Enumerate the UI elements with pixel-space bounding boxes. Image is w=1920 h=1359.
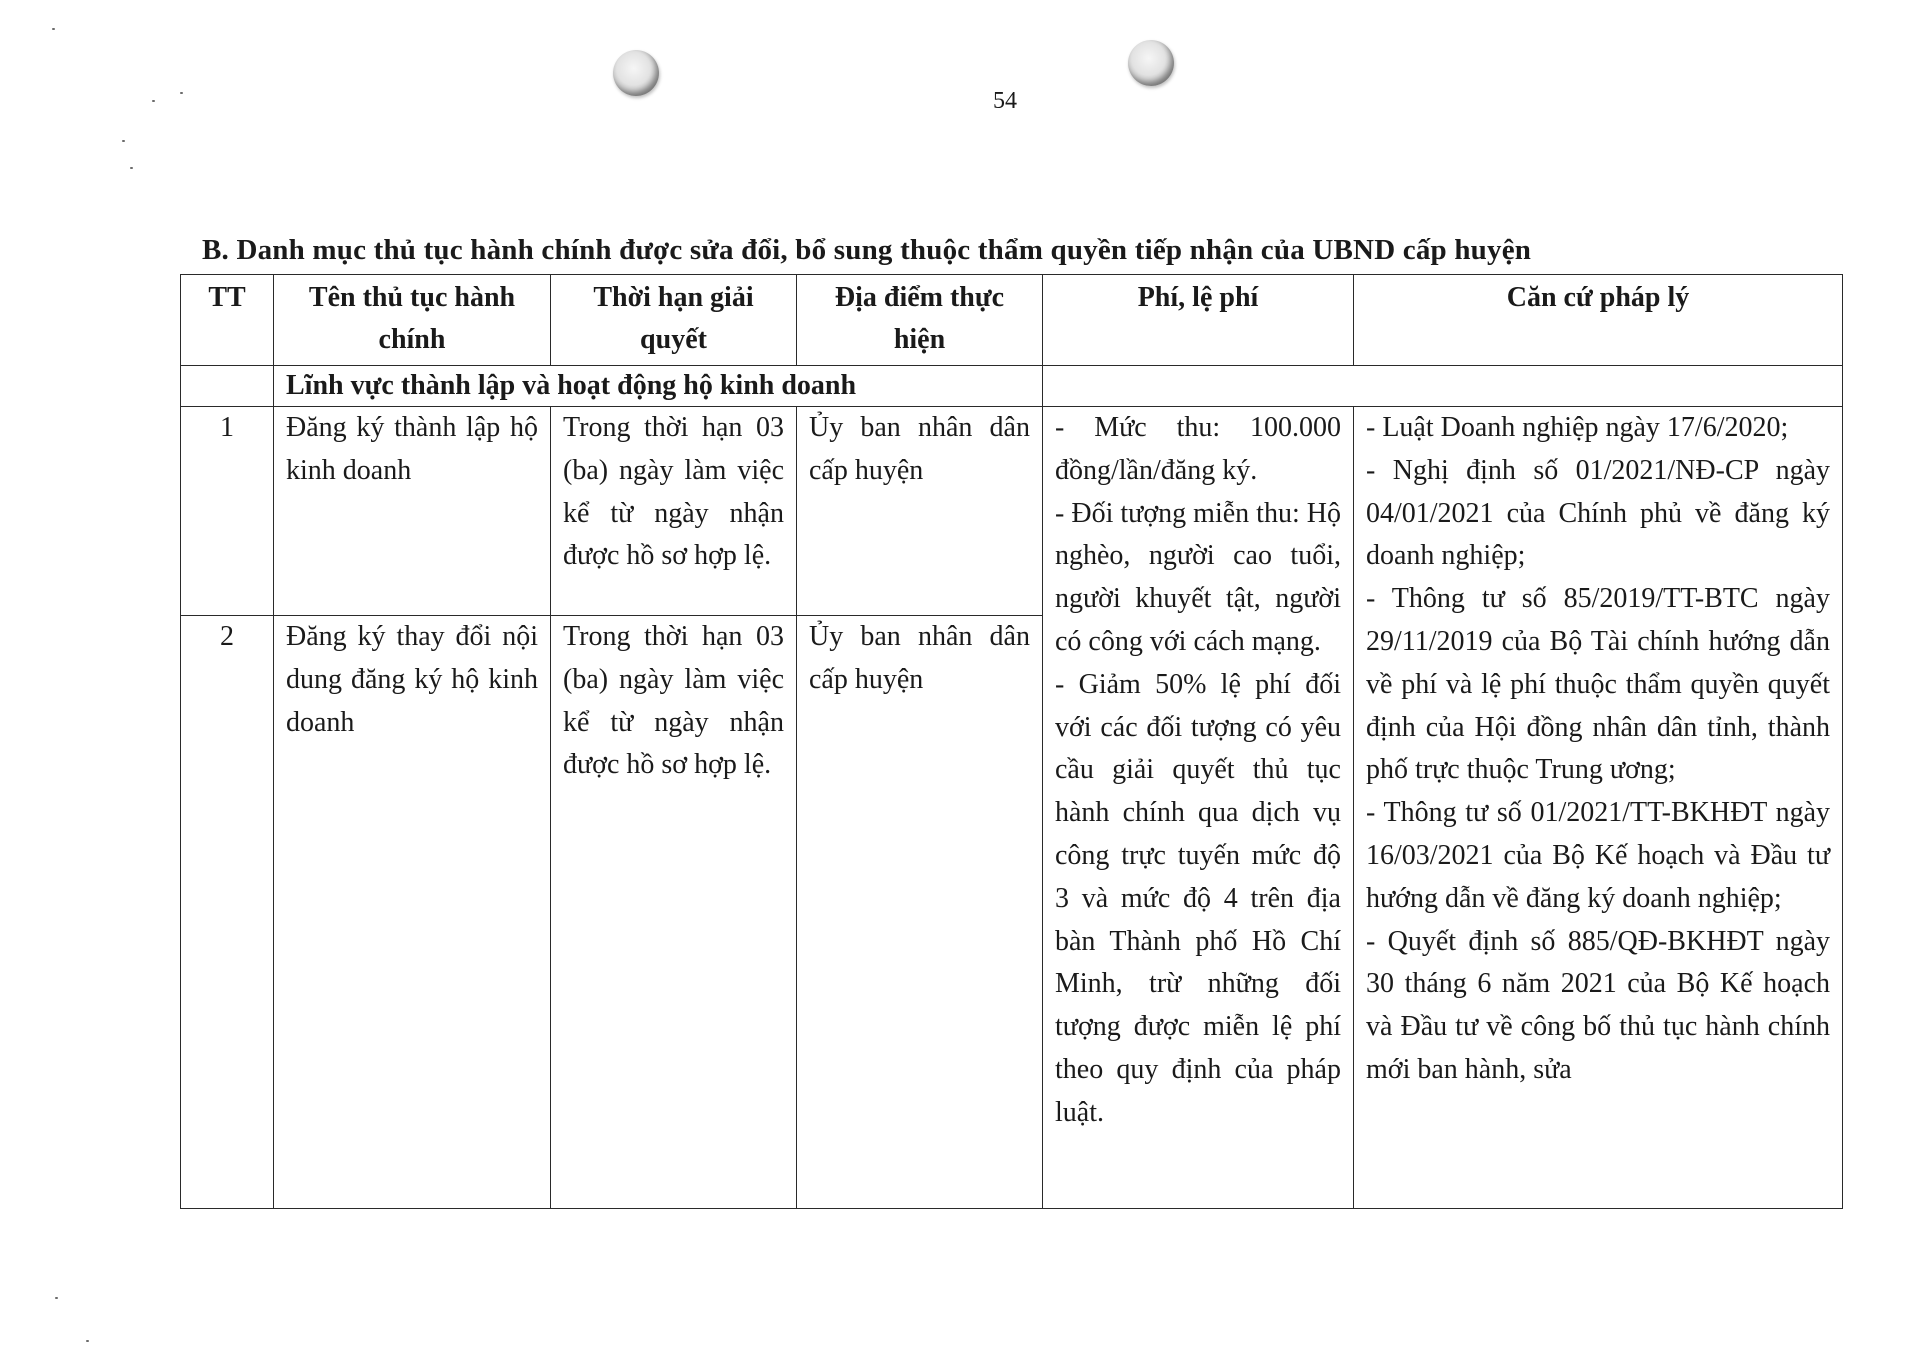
field-row-blank [1043, 366, 1843, 407]
legal-line: - Thông tư số 85/2019/TT-BTC ngày 29/11/2019 của Bộ Tài chính hướng dẫn về phí và lệ phí thuộc thẩm quyền quyết định của Hội đồng nhân dân tỉnh, thành phố trực thuộc Trung ương; [1366, 583, 1830, 786]
page-number: 54 [993, 88, 1017, 114]
header-procedure-name: Tên thủ tục hành chính [274, 275, 551, 366]
header-tt: TT [181, 275, 274, 366]
punch-hole-right-icon [1128, 40, 1174, 86]
scan-speck [86, 1340, 89, 1342]
scan-speck [130, 167, 133, 169]
field-row-empty-cell [181, 366, 274, 407]
procedure-name: Đăng ký thay đổi nội dung đăng ký hộ kinh doanh [274, 616, 551, 1209]
header-duration: Thời hạn giải quyết [551, 275, 797, 366]
fee-cell [1043, 407, 1354, 1209]
legal-line: - Thông tư số 01/2021/TT-BKHĐT ngày 16/03/2021 của Bộ Kế hoạch và Đầu tư hướng dẫn về đăng ký doanh nghiệp; [1366, 797, 1830, 914]
legal-line: - Nghị định số 01/2021/NĐ-CP ngày 04/01/2021 của Chính phủ về đăng ký doanh nghiệp; [1366, 454, 1830, 572]
legal-basis-cell [1354, 407, 1843, 1209]
header-fee: Phí, lệ phí [1043, 275, 1354, 366]
procedure-location: Ủy ban nhân dân cấp huyện [797, 407, 1043, 616]
table-header-row [181, 275, 1843, 366]
procedure-location: Ủy ban nhân dân cấp huyện [797, 616, 1043, 1209]
legal-line: - Luật Doanh nghiệp ngày 17/6/2020; [1366, 412, 1789, 443]
fee-line: - Mức thu: 100.000 đồng/lần/đăng ký. [1055, 412, 1341, 486]
header-legal-basis: Căn cứ pháp lý [1354, 275, 1843, 366]
scan-speck [55, 1297, 58, 1299]
procedures-table [180, 274, 1843, 1209]
scan-speck [52, 28, 55, 30]
section-heading: B. Danh mục thủ tục hành chính được sửa đổi, bổ sung thuộc thẩm quyền tiếp nhận của UBND cấp huyện [202, 234, 1532, 266]
row-number: 1 [181, 407, 274, 616]
procedure-duration: Trong thời hạn 03 (ba) ngày làm việc kể từ ngày nhận được hồ sơ hợp lệ. [551, 407, 797, 616]
header-location: Địa điểm thực hiện [797, 275, 1043, 366]
field-title: Lĩnh vực thành lập và hoạt động hộ kinh doanh [274, 366, 1043, 407]
legal-line: - Quyết định số 885/QĐ-BKHĐT ngày 30 tháng 6 năm 2021 của Bộ Kế hoạch và Đầu tư về công bố thủ tục hành chính mới ban hành, sửa [1366, 925, 1830, 1085]
row-number: 2 [181, 616, 274, 1209]
scan-speck [122, 140, 125, 142]
procedure-duration: Trong thời hạn 03 (ba) ngày làm việc kể từ ngày nhận được hồ sơ hợp lệ. [551, 616, 797, 1209]
fee-line: - Giảm 50% lệ phí đối với các đối tượng có yêu cầu giải quyết thủ tục hành chính qua dịch vụ công trực tuyến mức độ 3 và mức độ 4 trên địa bàn Thành phố Hồ Chí Minh, trừ những đối tượng được miễn lệ phí theo quy định của pháp luật. [1055, 668, 1341, 1128]
table-row [181, 407, 1843, 616]
field-row [181, 366, 1843, 407]
procedure-name: Đăng ký thành lập hộ kinh doanh [274, 407, 551, 616]
fee-line: - Đối tượng miễn thu: Hộ nghèo, người cao tuổi, người khuyết tật, người có công với cách mạng. [1055, 497, 1341, 657]
